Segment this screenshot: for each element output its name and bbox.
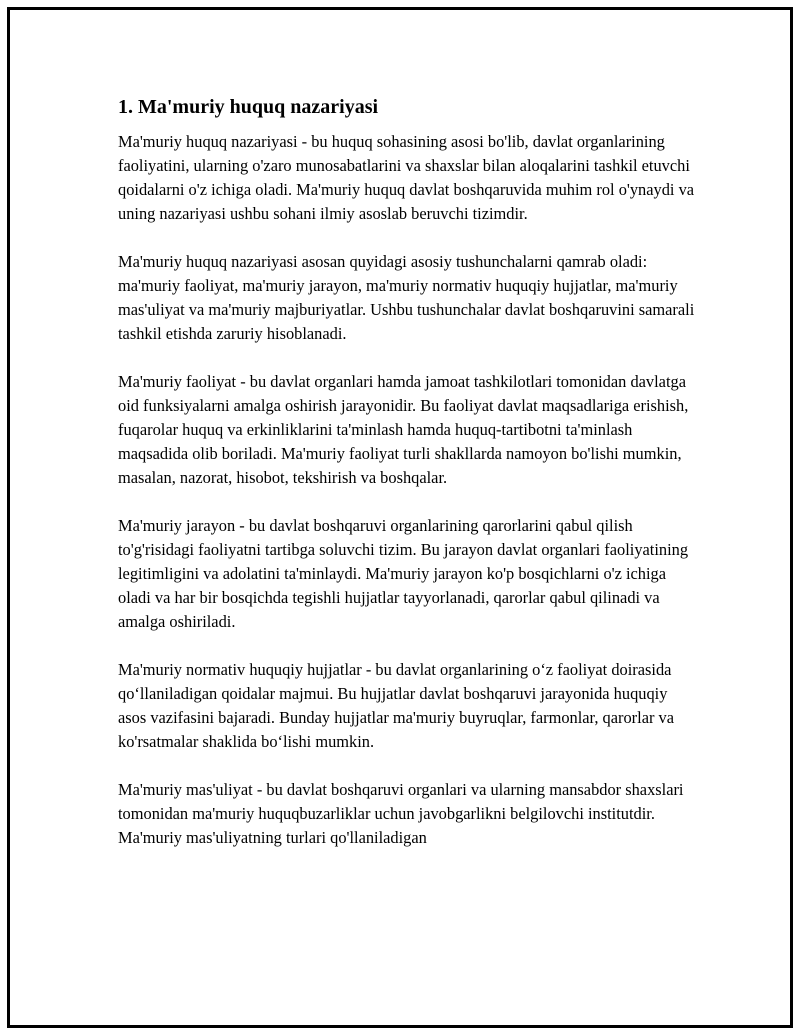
paragraph-normative-legal-acts: Ma'muriy normativ huquqiy hujjatlar - bu davlat organlarining o‘z faoliyat doirasida qo‘llaniladigan qoidalar majmui. Bu hujjatlar davlat boshqaruvi jarayonida huquqiy asos vazifasini bajaradi. Bunday hujjatlar ma'muriy buyruqlar, farmonlar, qarorlar va ko'rsatmalar shaklida bo‘lishi mumkin. — [118, 660, 674, 751]
paragraph-administrative-process: Ma'muriy jarayon - bu davlat boshqaruvi organlarining qarorlarini qabul qilish to'g'risidagi faoliyatni tartibga soluvchi tizim. Bu jarayon davlat organlari faoliyatining legitimligini va adolatini ta'minlaydi. Ma'muriy jarayon ko'p bosqichlarni o'z ichiga oladi va har bir bosqichda tegishli hujjatlar tayyorlanadi, qarorlar qabul qilinadi va amalga oshiriladi. — [118, 516, 689, 631]
paragraph-core-concepts: Ma'muriy huquq nazariyasi asosan quyidagi asosiy tushunchalarni qamrab oladi: ma'muriy faoliyat, ma'muriy jarayon, ma'muriy normativ huquqiy hujjatlar, ma'muriy mas'uliyat va ma'muriy majburiyatlar. Ushbu tushunchalar davlat boshqaruvini samarali tashkil etishda zaruriy hisoblanadi. — [118, 252, 695, 343]
paragraph-intro: Ma'muriy huquq nazariyasi - bu huquq sohasining asosi bo'lib, davlat organlarining faoliyatini, ularning o'zaro munosabatlarini va shaxslar bilan aloqalarini tashkil etuvchi qoidalarni o'z ichiga oladi. Ma'muriy huquq davlat boshqaruvida muhim rol o'ynaydi va uning nazariyasi ushbu sohani ilmiy asoslab beruvchi tizimdir. — [118, 132, 695, 223]
section-heading: 1. Ma'muriy huquq nazariyasi — [118, 96, 379, 118]
document-body — [118, 92, 698, 874]
paragraph-administrative-liability: Ma'muriy mas'uliyat - bu davlat boshqaruvi organlari va ularning mansabdor shaxslari tomonidan ma'muriy huquqbuzarliklar uchun javobgarlikni belgilovchi institutdir. Ma'muriy mas'uliyatning turlari qo'llaniladigan — [118, 780, 684, 847]
paragraph-administrative-activity: Ma'muriy faoliyat - bu davlat organlari hamda jamoat tashkilotlari tomonidan davlatga oid funksiyalarni amalga oshirish jarayonidir. Bu faoliyat davlat maqsadlariga erishish, fuqarolar huquq va erkinliklarini ta'minlash hamda huquq-tartibotni ta'minlash maqsadida olib boriladi. Ma'muriy faoliyat turli shakllarda namoyon bo'lishi mumkin, masalan, nazorat, hisobot, tekshirish va boshqalar. — [118, 372, 689, 487]
